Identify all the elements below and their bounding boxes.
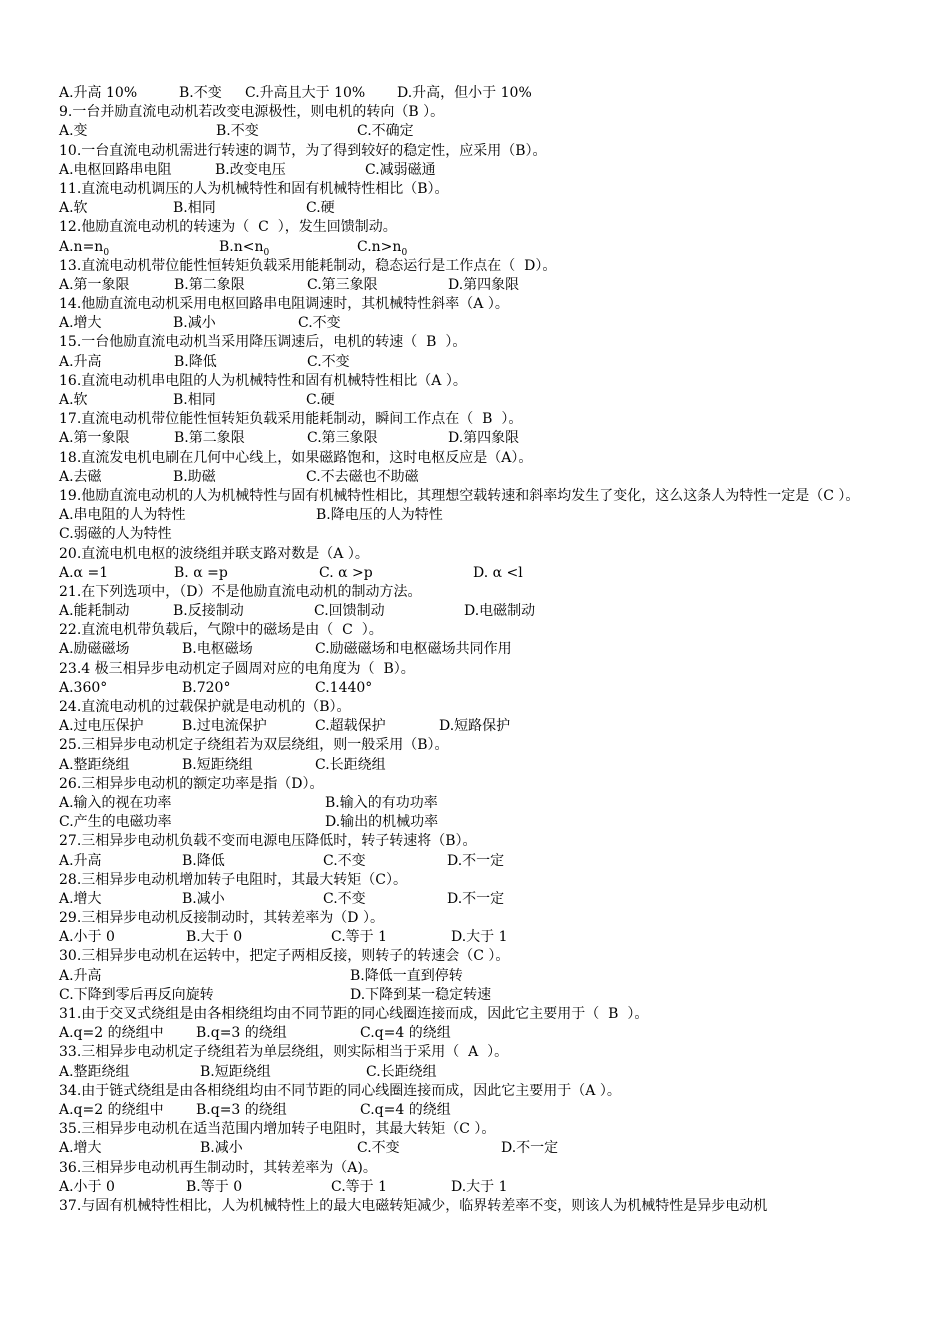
option-text: B.短距绕组	[200, 1063, 271, 1080]
options-line	[59, 161, 919, 180]
options-line	[59, 890, 919, 909]
option-text: C.硬	[306, 392, 335, 408]
option-text: A.增大	[59, 890, 102, 907]
option-text: A.过电压保护	[59, 718, 144, 735]
option-text: A.能耗制动	[59, 603, 130, 620]
options-line	[59, 84, 919, 103]
option-text: B.降低	[174, 353, 217, 370]
question-line: C.弱磁的人为特性	[59, 526, 172, 543]
option-text: B.降低	[182, 852, 225, 869]
options-line	[59, 429, 919, 448]
option-text: A.升高	[59, 967, 102, 984]
option-text	[59, 238, 219, 257]
option-text: C.不变	[307, 353, 350, 370]
question-line: 31.由于交叉式绕组是由各相绕组均由不同节距的同心线圈连接而成，因此它主要用于（ B ）。	[59, 1006, 649, 1023]
option-subscript: 0	[263, 247, 270, 258]
option-text: C.不去磁也不助磁	[306, 468, 419, 485]
option-text: C.励磁磁场和电枢磁场共同作用	[315, 641, 512, 658]
options-line	[59, 1178, 919, 1197]
option-text: B.q=3 的绕组	[196, 1101, 287, 1118]
options-line	[59, 1063, 919, 1082]
option-text: D.大于 1	[451, 929, 508, 946]
option-text	[219, 238, 357, 257]
options-line	[59, 794, 919, 813]
options-line	[59, 314, 919, 333]
option-text: B.降电压的人为特性	[316, 507, 443, 524]
options-line	[59, 1024, 919, 1043]
option-main: B.n<n	[219, 238, 264, 255]
question-line: 17.直流电动机带位能性恒转矩负载采用能耗制动，瞬间工作点在（ B ）。	[59, 411, 523, 428]
question-line: 13.直流电动机带位能性恒转矩负载采用能耗制动，稳态运行是工作点在（ D）。	[59, 257, 557, 274]
option-text: C.超载保护	[315, 718, 386, 735]
options-line	[59, 1139, 919, 1158]
question-line: 23.4 极三相异步电动机定子圆周对应的电角度为（ B）。	[59, 660, 415, 677]
document-body	[59, 84, 919, 1216]
option-text: A.整距绕组	[59, 1063, 130, 1080]
option-subscript: 0	[103, 247, 110, 258]
option-main: C.n>n	[357, 238, 402, 255]
option-text: A.串电阻的人为特性	[59, 507, 186, 524]
option-text: B.过电流保护	[182, 718, 267, 735]
option-text: C.下降到零后再反向旋转	[59, 986, 214, 1003]
question-line: 22.直流电机带负载后，气隙中的磁场是由（ C ）。	[59, 622, 383, 639]
option-text: B.反接制动	[173, 603, 244, 620]
question-line: 9.一台并励直流电动机若改变电源极性，则电机的转向（B ）。	[59, 104, 445, 121]
option-text: B.第二象限	[174, 276, 245, 293]
option-text: D. α <l	[473, 564, 523, 581]
options-line	[59, 717, 919, 736]
option-text: B.减小	[173, 315, 216, 332]
options-line	[59, 564, 919, 583]
option-text: A.输入的视在功率	[59, 794, 172, 811]
question-line: 10.一台直流电动机需进行转速的调节，为了得到较好的稳定性，应采用（B）。	[59, 142, 547, 159]
option-text: C. α >p	[319, 564, 373, 581]
question-line: 21.在下列选项中，（D）不是他励直流电动机的制动方法。	[59, 583, 422, 600]
question-line: 24.直流电动机的过载保护就是电动机的（B）。	[59, 699, 351, 716]
option-text: B.720°	[182, 679, 231, 696]
option-text: D.第四象限	[448, 276, 520, 293]
options-line	[59, 679, 919, 698]
options-line	[59, 852, 919, 871]
option-text: B.减小	[182, 890, 225, 907]
option-text: A.小于 0	[59, 1178, 115, 1195]
question-line: 37.与固有机械特性相比，人为机械特性上的最大电磁转矩减少，临界转差率不变，则该人为机械特性是异步电动机	[59, 1197, 768, 1214]
option-text: A.变	[59, 123, 88, 140]
option-text: B.改变电压	[215, 161, 286, 178]
option-text: B.等于 0	[186, 1178, 243, 1195]
option-text: C.回馈制动	[314, 603, 385, 620]
option-text: D.输出的机械功率	[325, 814, 439, 831]
option-text: D.第四象限	[448, 430, 520, 447]
option-text: B.助磁	[173, 468, 216, 485]
option-text: D.下降到某一稳定转速	[350, 986, 492, 1003]
option-text: C.不变	[357, 1140, 400, 1157]
option-text: B.减小	[200, 1140, 243, 1157]
option-text: C.长距绕组	[366, 1063, 437, 1080]
options-line	[59, 986, 919, 1005]
option-text: A.去磁	[59, 468, 102, 485]
question-line: 36.三相异步电动机再生制动时，其转差率为（A)。	[59, 1159, 377, 1176]
question-line: 20.直流电机电枢的波绕组并联支路对数是（A ）。	[59, 545, 369, 562]
option-main: A.n=n	[59, 238, 104, 255]
option-subscript: 0	[401, 247, 408, 258]
option-text: D.不一定	[447, 852, 505, 869]
option-text: B.相同	[173, 392, 216, 408]
option-text: D.不一定	[501, 1140, 559, 1157]
question-line: 12.他励直流电动机的转速为（ C ），发生回馈制动。	[59, 219, 397, 236]
question-line: 16.直流电动机串电阻的人为机械特性和固有机械特性相比（A ）。	[59, 372, 467, 389]
options-line	[59, 928, 919, 947]
option-text: A.升高 10%	[59, 85, 138, 101]
options-line	[59, 391, 919, 410]
question-line: 19.他励直流电动机的人为机械特性与固有机械特性相比，其理想空载转速和斜率均发生了变化，这么这条人为特性一定是（C ）。	[59, 487, 860, 504]
option-text: B.不变	[179, 85, 222, 101]
options-line	[59, 1101, 919, 1120]
option-text: D.不一定	[447, 890, 505, 907]
option-text: A.升高	[59, 353, 102, 370]
option-text: A.升高	[59, 852, 102, 869]
option-text: A.q=2 的绕组中	[59, 1101, 164, 1118]
option-text: C.q=4 的绕组	[360, 1101, 451, 1118]
options-line	[59, 813, 919, 832]
option-text: C.升高且大于 10%	[245, 85, 366, 101]
question-line: 26.三相异步电动机的额定功率是指（D）。	[59, 775, 324, 792]
option-text: B.相同	[173, 200, 216, 217]
question-line: 35.三相异步电动机在适当范围内增加转子电阻时，其最大转矩（C ）。	[59, 1121, 496, 1138]
option-text: C.等于 1	[331, 1178, 388, 1195]
option-text: A.360°	[59, 679, 108, 696]
option-text: D.大于 1	[451, 1178, 508, 1195]
option-text: D.升高，但小于 10%	[397, 85, 532, 101]
option-text: A.软	[59, 392, 88, 408]
option-text: B. α =p	[174, 564, 228, 581]
question-line: 14.他励直流电动机采用电枢回路串电阻调速时，其机械特性斜率（A ）。	[59, 296, 509, 313]
question-line: 33.三相异步电动机定子绕组若为单层绕组，则实际相当于采用（ A ）。	[59, 1044, 509, 1061]
option-text: C.1440°	[315, 679, 373, 696]
option-text: B.第二象限	[174, 430, 245, 447]
options-line	[59, 122, 919, 141]
option-text: A.第一象限	[59, 276, 130, 293]
option-text: C.第三象限	[307, 276, 378, 293]
option-text: B.大于 0	[186, 929, 243, 946]
question-line: 18.直流发电机电刷在几何中心线上，如果磁路饱和，这时电枢反应是（A）。	[59, 449, 533, 466]
question-line: 27.三相异步电动机负载不变而电源电压降低时，转子转速将（B）。	[59, 833, 477, 850]
option-text: A.整距绕组	[59, 756, 130, 773]
question-line: 30.三相异步电动机在运转中，把定子两相反接，则转子的转速会（C ）。	[59, 948, 510, 965]
option-text: C.等于 1	[331, 929, 388, 946]
option-text	[357, 238, 407, 257]
option-text: C.不变	[323, 890, 366, 907]
option-text: B.输入的有功功率	[325, 794, 438, 811]
option-text: B.电枢磁场	[182, 641, 253, 658]
option-text: B.短距绕组	[182, 756, 253, 773]
options-line	[59, 640, 919, 659]
option-text: A.小于 0	[59, 929, 115, 946]
option-text: A.α =1	[59, 564, 109, 581]
option-text: B.降低一直到停转	[350, 967, 463, 984]
question-line: 34.由于链式绕组是由各相绕组均由不同节距的同心线圈连接而成，因此它主要用于（A ）。	[59, 1082, 621, 1099]
options-line	[59, 756, 919, 775]
option-text: C.不变	[298, 315, 341, 332]
option-text: C.不确定	[357, 123, 414, 140]
options-line	[59, 967, 919, 986]
option-text: D.短路保护	[439, 718, 511, 735]
option-text: B.不变	[216, 123, 259, 140]
options-line	[59, 468, 919, 487]
option-text: C.q=4 的绕组	[360, 1025, 451, 1042]
question-line: 29.三相异步电动机反接制动时，其转差率为（D ）。	[59, 910, 384, 927]
question-line: 25.三相异步电动机定子绕组若为双层绕组，则一般采用（B）。	[59, 737, 449, 754]
question-line: 28.三相异步电动机增加转子电阻时，其最大转矩（C）。	[59, 871, 407, 888]
options-line	[59, 353, 919, 372]
option-text: D.电磁制动	[464, 603, 536, 620]
option-text: A.q=2 的绕组中	[59, 1025, 164, 1042]
options-line	[59, 199, 919, 218]
option-text: C.硬	[306, 200, 335, 217]
options-line	[59, 238, 919, 257]
question-line: 11.直流电动机调压的人为机械特性和固有机械特性相比（B）。	[59, 180, 449, 197]
option-text: A.励磁磁场	[59, 641, 130, 658]
option-text: A.软	[59, 200, 88, 217]
option-text: A.增大	[59, 1140, 102, 1157]
option-text: B.q=3 的绕组	[196, 1025, 287, 1042]
option-text: C.第三象限	[307, 430, 378, 447]
options-line	[59, 602, 919, 621]
question-line: 15.一台他励直流电动机当采用降压调速后，电机的转速（ B ）。	[59, 334, 467, 351]
option-text: C.减弱磁通	[365, 161, 436, 178]
option-text: A.电枢回路串电阻	[59, 161, 172, 178]
options-line	[59, 506, 919, 525]
options-line	[59, 276, 919, 295]
option-text: A.增大	[59, 315, 102, 332]
option-text: C.不变	[323, 852, 366, 869]
option-text: C.长距绕组	[315, 756, 386, 773]
option-text: C.产生的电磁功率	[59, 814, 172, 831]
option-text: A.第一象限	[59, 430, 130, 447]
